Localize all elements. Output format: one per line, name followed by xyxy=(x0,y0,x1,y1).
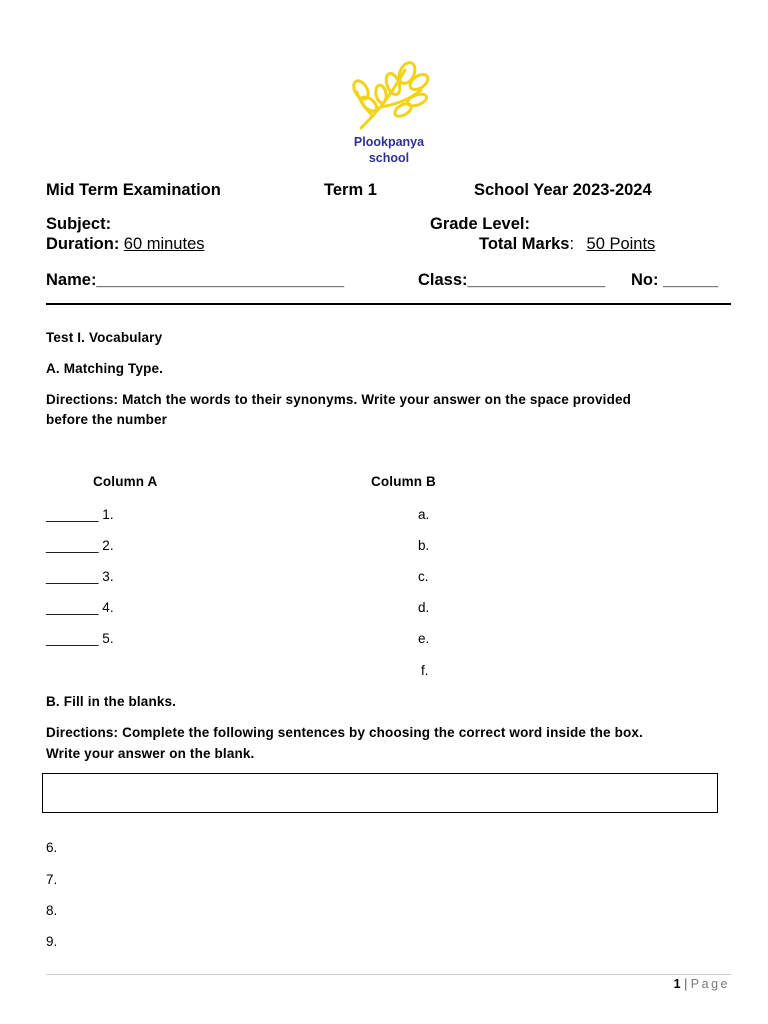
total-marks-label: Total Marks xyxy=(479,235,570,253)
column-a-item-2[interactable]: _______ 2. xyxy=(46,538,114,553)
column-b-item-e: e. xyxy=(418,631,430,646)
footer-divider xyxy=(46,974,731,975)
part-b-directions: Directions: Complete the following sentences by choosing the correct word inside the box. xyxy=(46,725,643,740)
part-a-directions-cont: before the number xyxy=(46,412,168,427)
total-marks-value: 50 Points xyxy=(586,235,656,253)
column-b-item-b: b. xyxy=(418,538,430,553)
exam-title: Mid Term Examination xyxy=(46,181,221,199)
column-b-item-f: f. xyxy=(421,663,429,678)
leaf-tree-icon xyxy=(339,60,439,132)
grade-level-label: Grade Level: xyxy=(430,215,530,233)
number-field[interactable]: No: ______ xyxy=(631,271,719,289)
duration-value: 60 minutes xyxy=(123,235,205,253)
question-9: 9. xyxy=(46,934,58,949)
question-7: 7. xyxy=(46,872,58,887)
logo-line-1: Plookpanya xyxy=(353,135,425,149)
column-b-item-c: c. xyxy=(418,569,429,584)
school-logo xyxy=(339,60,439,168)
part-b-directions-cont: Write your answer on the blank. xyxy=(46,746,255,761)
question-6: 6. xyxy=(46,840,58,855)
duration-row xyxy=(46,235,205,254)
page-footer xyxy=(674,977,730,991)
class-field[interactable]: Class:_______________ xyxy=(418,271,606,289)
term-label: Term 1 xyxy=(324,181,377,199)
column-b-header: Column B xyxy=(371,474,436,489)
page-number: 1 xyxy=(673,977,681,991)
part-a-title: A. Matching Type. xyxy=(46,361,164,376)
question-8: 8. xyxy=(46,903,58,918)
column-a-item-1[interactable]: _______ 1. xyxy=(46,507,114,522)
column-a-item-3[interactable]: _______ 3. xyxy=(46,569,114,584)
duration-label: Duration: xyxy=(46,235,120,253)
subject-label: Subject: xyxy=(46,215,112,233)
column-a-item-4[interactable]: _______ 4. xyxy=(46,600,114,615)
part-a-directions: Directions: Match the words to their synonyms. Write your answer on the space provided xyxy=(46,392,632,407)
column-b-item-a: a. xyxy=(418,507,430,522)
school-year: School Year 2023-2024 xyxy=(474,181,652,199)
column-b-item-d: d. xyxy=(418,600,430,615)
column-a-header: Column A xyxy=(93,474,158,489)
part-b-title: B. Fill in the blanks. xyxy=(46,694,177,709)
total-marks-colon: : xyxy=(569,235,575,253)
column-a-item-5[interactable]: _______ 5. xyxy=(46,631,114,646)
test-title: Test I. Vocabulary xyxy=(46,330,163,345)
logo-line-2: school xyxy=(368,151,410,165)
word-box xyxy=(42,773,718,813)
page-label: Page xyxy=(690,977,730,991)
total-marks-row xyxy=(479,235,655,254)
header-divider xyxy=(46,303,731,305)
name-field[interactable]: Name:___________________________ xyxy=(46,271,345,289)
page-separator: | xyxy=(684,977,688,991)
